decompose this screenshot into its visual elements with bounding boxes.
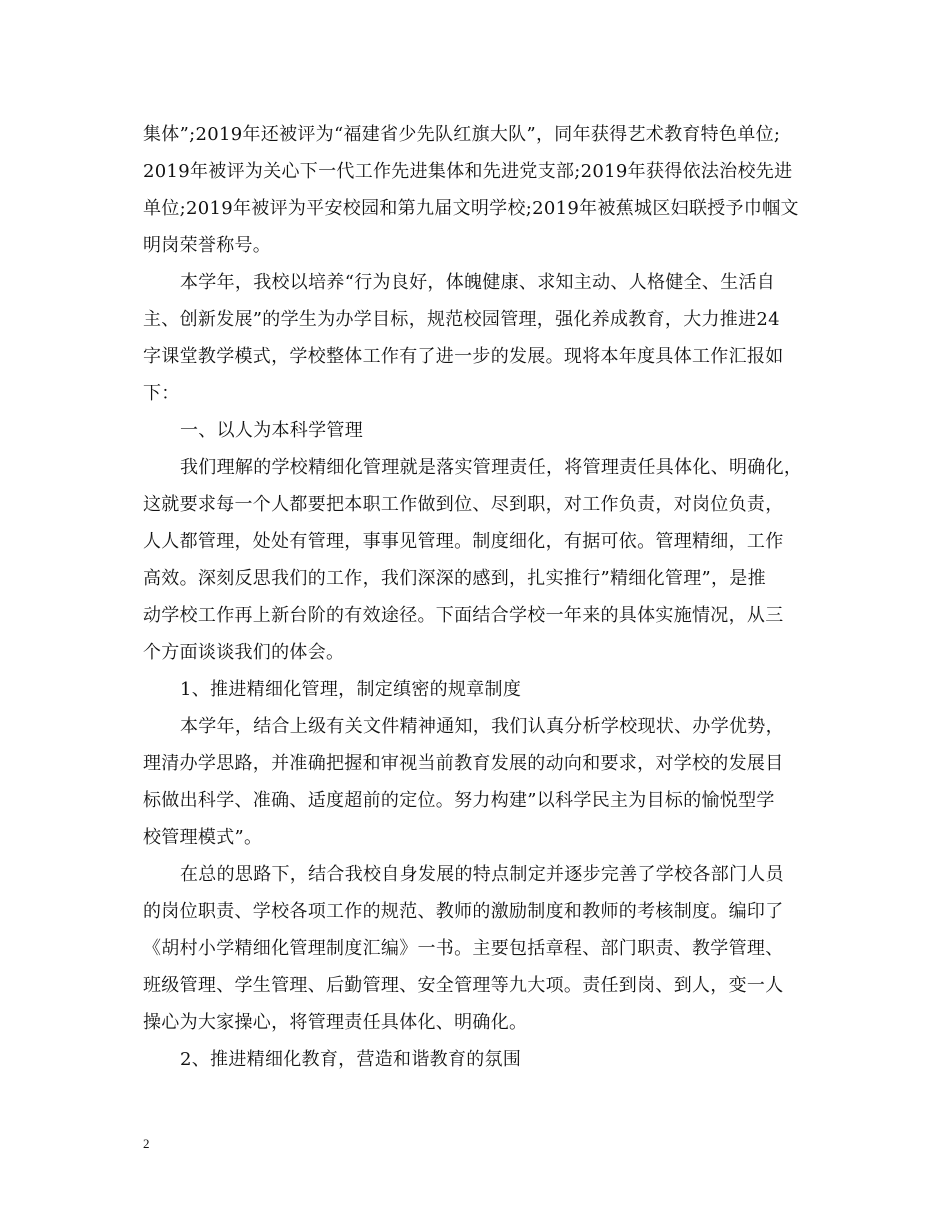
text-line: 理清办学思路，并准确把握和审视当前教育发展的动向和要求，对学校的发展目	[143, 753, 784, 774]
text-line: 本学年，结合上级有关文件精神通知，我们认真分析学校现状、办学优势，	[180, 716, 784, 737]
text-line: 集体”;2019年还被评为“福建省少先队红旗大队”，同年获得艺术教育特色单位;	[143, 124, 781, 145]
document-body	[143, 116, 833, 1078]
text-line: 高效。深刻反思我们的工作，我们深深的感到，扎实推行”精细化管理”，是推	[143, 568, 766, 589]
text-line: 主、创新发展”的学生为办学目标，规范校园管理，强化养成教育，大力推进24	[143, 309, 780, 330]
text-line: 班级管理、学生管理、后勤管理、安全管理等九大项。责任到岗、到人，变一人	[143, 975, 784, 996]
text-line: 2019年被评为关心下一代工作先进集体和先进党支部;2019年获得依法治校先进	[143, 161, 793, 182]
text-line: 的岗位职责、学校各项工作的规范、教师的激励制度和教师的考核制度。编印了	[143, 901, 784, 922]
text-line: 明岗荣誉称号。	[143, 235, 272, 256]
text-line: 字课堂教学模式，学校整体工作有了进一步的发展。现将本年度具体工作汇报如	[143, 346, 784, 367]
text-line: 本学年，我校以培养“行为良好，体魄健康、求知主动、人格健全、生活自	[180, 272, 776, 293]
text-line: 人人都管理，处处有管理，事事见管理。制度细化，有据可依。管理精细，工作	[143, 531, 784, 552]
text-line: 2、推进精细化教育，营造和谐教育的氛围	[180, 1049, 522, 1070]
text-line: 标做出科学、准确、适度超前的定位。努力构建”以科学民主为目标的愉悦型学	[143, 790, 775, 811]
text-line: 在总的思路下，结合我校自身发展的特点制定并逐步完善了学校各部门人员	[180, 864, 784, 885]
text-line: 《胡村小学精细化管理制度汇编》一书。主要包括章程、部门职责、教学管理、	[143, 938, 784, 959]
text-line: 校管理模式”。	[143, 827, 263, 848]
text-line: 我们理解的学校精细化管理就是落实管理责任，将管理责任具体化、明确化，	[180, 457, 803, 478]
text-line: 动学校工作再上新台阶的有效途径。下面结合学校一年来的具体实施情况，从三	[143, 605, 784, 626]
text-line: 单位;2019年被评为平安校园和第九届文明学校;2019年被蕉城区妇联授予巾帼文	[143, 198, 799, 219]
page-number: 2	[143, 1136, 150, 1151]
text-line: 一、以人为本科学管理	[180, 420, 363, 441]
text-line: 个方面谈谈我们的体会。	[143, 642, 345, 663]
text-line: 下：	[143, 383, 180, 404]
text-line: 操心为大家操心，将管理责任具体化、明确化。	[143, 1012, 528, 1033]
text-line: 这就要求每一个人都要把本职工作做到位、尽到职，对工作负责，对岗位负责，	[143, 494, 784, 515]
text-line: 1、推进精细化管理，制定缜密的规章制度	[180, 679, 522, 700]
